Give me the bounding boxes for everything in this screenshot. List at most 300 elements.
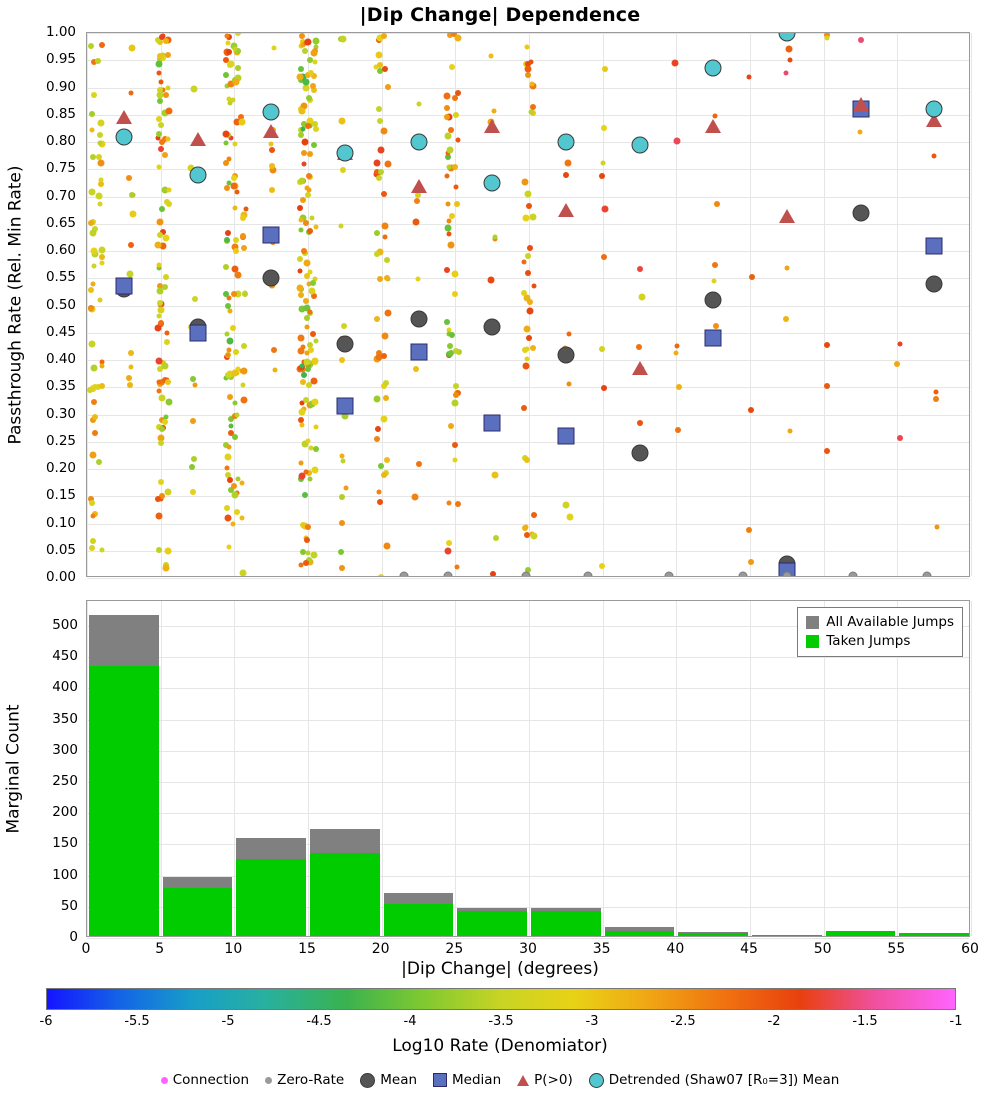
connection-point: [858, 129, 863, 134]
connection-point: [298, 228, 303, 233]
connection-point: [531, 283, 536, 288]
legend-label-all-available-jumps: All Available Jumps: [826, 614, 954, 630]
scatter-y-tick-label: 0.25: [45, 432, 76, 449]
connection-point: [301, 372, 307, 378]
scatter-y-tick-label: 0.20: [45, 460, 76, 476]
connection-point: [310, 331, 316, 337]
legend-item-p-0-: [517, 1072, 573, 1088]
connection-point: [416, 461, 422, 467]
histogram-y-tick-label: 450: [52, 648, 78, 665]
connection-point: [452, 164, 458, 170]
histogram-legend: [797, 607, 963, 657]
connection-point: [128, 242, 134, 248]
marker-median: [926, 237, 943, 254]
connection-point: [524, 326, 531, 333]
connection-point: [376, 175, 382, 181]
connection-point: [302, 138, 309, 145]
gridline-v: [750, 601, 751, 936]
connection-point: [242, 291, 248, 297]
marker-p-0-: [558, 203, 574, 217]
marker-p-0-: [484, 119, 500, 133]
gridline-h: [87, 938, 969, 939]
connection-point: [599, 346, 605, 352]
connection-point: [159, 426, 165, 432]
connection-point: [384, 457, 390, 463]
connection-point: [384, 257, 390, 263]
connection-point: [162, 152, 168, 158]
connection-point: [298, 132, 304, 138]
histogram-x-tick-label: 45: [740, 941, 758, 957]
histogram-bar: [236, 599, 306, 936]
connection-point: [97, 119, 104, 126]
connection-point: [226, 352, 231, 357]
connection-point: [233, 248, 239, 254]
connection-point: [311, 49, 318, 56]
connection-point: [601, 206, 608, 213]
connection-point: [310, 280, 316, 286]
connection-point: [235, 189, 240, 194]
connection-point: [98, 141, 103, 146]
connection-point: [305, 39, 312, 46]
gridline-v: [455, 601, 456, 936]
connection-point: [158, 320, 164, 326]
connection-point: [303, 298, 309, 304]
connection-point: [231, 369, 238, 376]
connection-point: [374, 230, 380, 236]
connection-point: [746, 527, 752, 533]
connection-point: [225, 230, 231, 236]
connection-point: [308, 347, 314, 353]
connection-point: [308, 269, 313, 274]
bar-segment-taken: [163, 888, 233, 936]
connection-point: [126, 375, 132, 381]
connection-point: [269, 163, 275, 169]
gridline-h: [87, 578, 969, 579]
connection-point: [231, 291, 237, 297]
connection-point: [313, 446, 319, 452]
connection-point: [305, 324, 310, 329]
connection-point: [894, 361, 900, 367]
histogram-bar: [310, 599, 380, 936]
connection-point: [156, 164, 161, 169]
histogram-plot: [86, 600, 970, 937]
bar-segment-taken: [531, 911, 601, 936]
connection-point: [92, 414, 98, 420]
connection-point: [525, 45, 530, 50]
connection-point: [383, 395, 389, 401]
connection-point: [384, 542, 391, 549]
connection-point: [566, 513, 573, 520]
connection-point: [88, 287, 94, 293]
connection-point: [231, 175, 237, 181]
histogram-x-tick-label: 20: [371, 941, 390, 957]
connection-point: [304, 470, 309, 475]
gridline-v: [676, 601, 677, 936]
connection-point: [235, 33, 241, 36]
connection-point: [448, 127, 454, 133]
connection-point: [527, 308, 534, 315]
connection-point: [381, 353, 387, 359]
connection-point: [784, 266, 789, 271]
histogram-y-tick-label: 100: [52, 866, 78, 883]
marker-detrended-shaw07-r0-3-mean: [115, 128, 132, 145]
bar-segment-taken: [678, 933, 748, 936]
connection-point: [935, 525, 940, 530]
connection-point: [190, 376, 196, 382]
connection-point: [601, 125, 607, 131]
bar-segment-taken: [826, 931, 896, 936]
marker-zero-rate: [782, 571, 791, 576]
connection-point: [98, 202, 103, 207]
connection-point: [449, 213, 455, 219]
connection-point: [785, 46, 792, 53]
legend-label: Median: [452, 1072, 502, 1088]
scatter-y-axis-title-text: Passthrough Rate (Rel. Min Rate): [6, 164, 26, 445]
marker-mean: [263, 270, 280, 287]
connection-point: [226, 49, 232, 55]
connection-point: [824, 448, 830, 454]
connection-point: [824, 36, 829, 41]
connection-point: [376, 106, 382, 112]
marker-median: [336, 398, 353, 415]
connection-point: [129, 192, 135, 198]
connection-point: [339, 494, 345, 500]
connection-point: [446, 219, 451, 224]
connection-point: [225, 34, 230, 39]
connection-point: [100, 547, 105, 552]
connection-point: [165, 399, 172, 406]
scatter-y-tick-label: 0.15: [45, 487, 76, 504]
connection-point: [444, 548, 451, 555]
connection-point: [163, 38, 169, 44]
connection-point: [165, 379, 171, 385]
connection-point: [164, 339, 170, 345]
marker-detrended-shaw07-r0-3-mean: [705, 60, 722, 77]
connection-point: [528, 60, 533, 65]
connection-point: [301, 344, 306, 349]
histogram-bar: [89, 599, 159, 936]
connection-point: [381, 127, 388, 134]
connection-point: [90, 229, 97, 236]
legend-item-zero-rate: [265, 1072, 344, 1088]
connection-point: [341, 323, 347, 329]
connection-point: [231, 521, 236, 526]
connection-point: [563, 501, 570, 508]
legend-marker-icon: [433, 1073, 447, 1087]
connection-point: [240, 215, 246, 221]
marker-median: [410, 343, 427, 360]
histogram-y-tick-label: 500: [52, 616, 78, 633]
connection-point: [309, 288, 316, 295]
connection-point: [234, 413, 239, 418]
connection-point: [310, 216, 315, 221]
connection-point: [381, 416, 388, 423]
connection-point: [526, 203, 532, 209]
marker-zero-rate: [664, 571, 673, 576]
connection-point: [377, 118, 383, 124]
connection-point: [933, 389, 938, 394]
marker-detrended-shaw07-r0-3-mean: [263, 104, 280, 121]
connection-point: [97, 132, 103, 138]
connection-point: [383, 380, 389, 386]
connection-point: [269, 187, 275, 193]
connection-point: [339, 520, 345, 526]
connection-point: [231, 98, 236, 103]
connection-point: [748, 559, 754, 565]
connection-point: [272, 368, 277, 373]
marker-p-0-: [853, 97, 869, 111]
connection-point: [378, 169, 384, 175]
connection-point: [311, 377, 318, 384]
scatter-y-tick-label: 0.00: [45, 569, 76, 585]
gridline-v: [529, 601, 530, 936]
connection-point: [713, 113, 718, 118]
scatter-y-tick-label: 0.50: [45, 296, 76, 313]
legend-label: Detrended (Shaw07 [R₀=3]) Mean: [608, 1072, 840, 1088]
connection-point: [128, 365, 133, 370]
connection-point: [444, 319, 450, 325]
connection-point: [227, 62, 233, 68]
connection-point: [451, 400, 458, 407]
connection-point: [240, 396, 247, 403]
connection-point: [224, 185, 230, 191]
connection-point: [299, 460, 304, 465]
connection-point: [444, 133, 451, 140]
connection-point: [305, 524, 311, 530]
connection-point: [673, 350, 678, 355]
connection-point: [384, 309, 391, 316]
connection-point: [375, 426, 381, 432]
connection-point: [444, 105, 450, 111]
connection-point: [233, 206, 238, 211]
connection-point: [306, 173, 312, 179]
connection-point: [527, 245, 533, 251]
histogram-x-tick-label: 0: [81, 941, 91, 957]
connection-point: [241, 245, 247, 251]
connection-point: [165, 107, 172, 114]
connection-point: [748, 407, 754, 413]
connection-point: [445, 224, 452, 231]
connection-point: [163, 564, 170, 571]
connection-point: [234, 271, 241, 278]
connection-point: [222, 131, 229, 138]
connection-point: [377, 499, 383, 505]
connection-point: [377, 489, 382, 494]
connection-point: [858, 37, 864, 43]
connection-point: [340, 167, 346, 173]
connection-point: [240, 570, 247, 576]
legend-marker-icon: [517, 1075, 529, 1086]
marker-p-0-: [190, 132, 206, 146]
connection-point: [233, 47, 238, 52]
connection-point: [445, 174, 450, 179]
connection-point: [787, 429, 792, 434]
connection-point: [269, 147, 275, 153]
histogram-y-tick-label: 350: [52, 710, 78, 727]
connection-point: [416, 277, 421, 282]
connection-point: [307, 228, 313, 234]
connection-point: [385, 161, 392, 168]
scatter-y-tick-label: 0.40: [45, 351, 76, 367]
connection-point: [455, 501, 461, 507]
connection-point: [637, 266, 643, 272]
connection-point: [190, 489, 196, 495]
marker-detrended-shaw07-r0-3-mean: [631, 136, 648, 153]
connection-point: [524, 457, 530, 463]
connection-point: [676, 384, 682, 390]
connection-point: [308, 70, 314, 76]
connection-point: [298, 292, 304, 298]
connection-point: [521, 178, 528, 185]
connection-point: [444, 114, 450, 120]
connection-point: [933, 396, 939, 402]
connection-point: [156, 547, 162, 553]
scatter-y-tick-label: 0.35: [45, 378, 76, 395]
connection-point: [602, 66, 608, 72]
bar-segment-taken: [236, 859, 306, 936]
connection-point: [88, 307, 93, 312]
connection-point: [376, 52, 383, 59]
connection-point: [130, 211, 137, 218]
connection-point: [165, 86, 170, 91]
connection-point: [99, 383, 105, 389]
connection-point: [100, 363, 105, 368]
connection-point: [313, 425, 318, 430]
histogram-x-tick-label: 5: [155, 941, 165, 957]
connection-point: [530, 345, 536, 351]
connection-point: [166, 201, 172, 207]
connection-point: [492, 108, 497, 113]
connection-point: [159, 206, 165, 212]
connection-point: [126, 175, 132, 181]
connection-point: [298, 334, 305, 341]
connection-point: [453, 383, 459, 389]
connection-point: [307, 151, 313, 157]
connection-point: [223, 160, 229, 166]
connection-point: [225, 40, 230, 45]
colorbar-tick-label: -6: [39, 1014, 53, 1029]
connection-point: [446, 540, 452, 546]
connection-point: [301, 248, 307, 254]
connection-point: [91, 399, 97, 405]
connection-point: [414, 198, 420, 204]
connection-point: [157, 306, 164, 313]
scatter-y-tick-label: 0.70: [45, 187, 76, 204]
connection-point: [228, 423, 233, 428]
connection-point: [417, 101, 422, 106]
connection-point: [525, 65, 532, 72]
gridline-v: [308, 601, 309, 936]
connection-point: [128, 350, 134, 356]
connection-point: [234, 509, 240, 515]
histogram-bar: [384, 599, 454, 936]
marker-median: [189, 324, 206, 341]
connection-point: [89, 500, 95, 506]
connection-point: [302, 162, 307, 167]
connection-point: [521, 290, 527, 296]
legend-item-all-available-jumps: [806, 613, 954, 632]
histogram-bar: [531, 599, 601, 936]
connection-point: [675, 427, 681, 433]
connection-point: [343, 485, 348, 490]
connection-point: [232, 400, 237, 405]
gridline-v: [603, 601, 604, 936]
connection-point: [373, 159, 380, 166]
marker-mean: [484, 319, 501, 336]
connection-point: [339, 357, 345, 363]
connection-point: [449, 64, 455, 70]
legend-swatch-taken-jumps: [806, 635, 819, 648]
connection-point: [313, 60, 318, 65]
colorbar-tick-label: -2: [767, 1014, 781, 1029]
connection-point: [303, 78, 310, 85]
connection-point: [488, 276, 495, 283]
histogram-y-tick-label: 300: [52, 741, 78, 758]
colorbar: [46, 988, 956, 1010]
histogram-x-tick-label: 60: [961, 941, 979, 957]
connection-point: [932, 154, 937, 159]
connection-point: [91, 263, 96, 268]
marker-zero-rate: [443, 571, 452, 576]
histogram-y-axis-title-text: Marginal Count: [4, 703, 24, 834]
connection-point: [374, 251, 380, 257]
connection-point: [299, 408, 306, 415]
gridline-v: [971, 33, 972, 576]
connection-point: [298, 66, 304, 72]
connection-point: [92, 430, 98, 436]
connection-point: [231, 492, 238, 499]
connection-point: [190, 85, 197, 92]
marker-mean: [557, 346, 574, 363]
connection-point: [241, 343, 247, 349]
connection-point: [522, 525, 528, 531]
connection-point: [638, 293, 645, 300]
connection-point: [311, 467, 318, 474]
connection-point: [297, 205, 303, 211]
histogram-x-tick-label: 25: [445, 941, 464, 957]
connection-point: [339, 224, 344, 229]
connection-point: [674, 343, 679, 348]
connection-point: [528, 110, 533, 115]
marker-p-0-: [705, 119, 721, 133]
bar-segment-taken: [310, 853, 380, 936]
connection-point: [165, 136, 170, 141]
connection-point: [88, 43, 94, 49]
connection-point: [448, 241, 455, 248]
connection-point: [455, 565, 460, 570]
scatter-y-tick-label: 0.90: [45, 78, 76, 95]
connection-point: [711, 279, 716, 284]
connection-point: [158, 79, 163, 84]
connection-point: [451, 271, 458, 278]
connection-point: [298, 108, 305, 115]
connection-point: [493, 535, 499, 541]
marker-p-0-: [116, 110, 132, 124]
legend-label-taken-jumps: Taken Jumps: [826, 633, 911, 649]
connection-point: [453, 348, 459, 354]
connection-point: [445, 202, 450, 207]
connection-point: [444, 93, 451, 100]
connection-point: [382, 222, 389, 229]
connection-point: [127, 382, 133, 388]
connection-point: [91, 514, 96, 519]
connection-point: [385, 84, 391, 90]
connection-point: [300, 379, 306, 385]
connection-point: [382, 66, 388, 72]
marker-detrended-shaw07-r0-3-mean: [410, 134, 427, 151]
gridline-v: [234, 601, 235, 936]
legend-item-taken-jumps: [806, 632, 954, 651]
